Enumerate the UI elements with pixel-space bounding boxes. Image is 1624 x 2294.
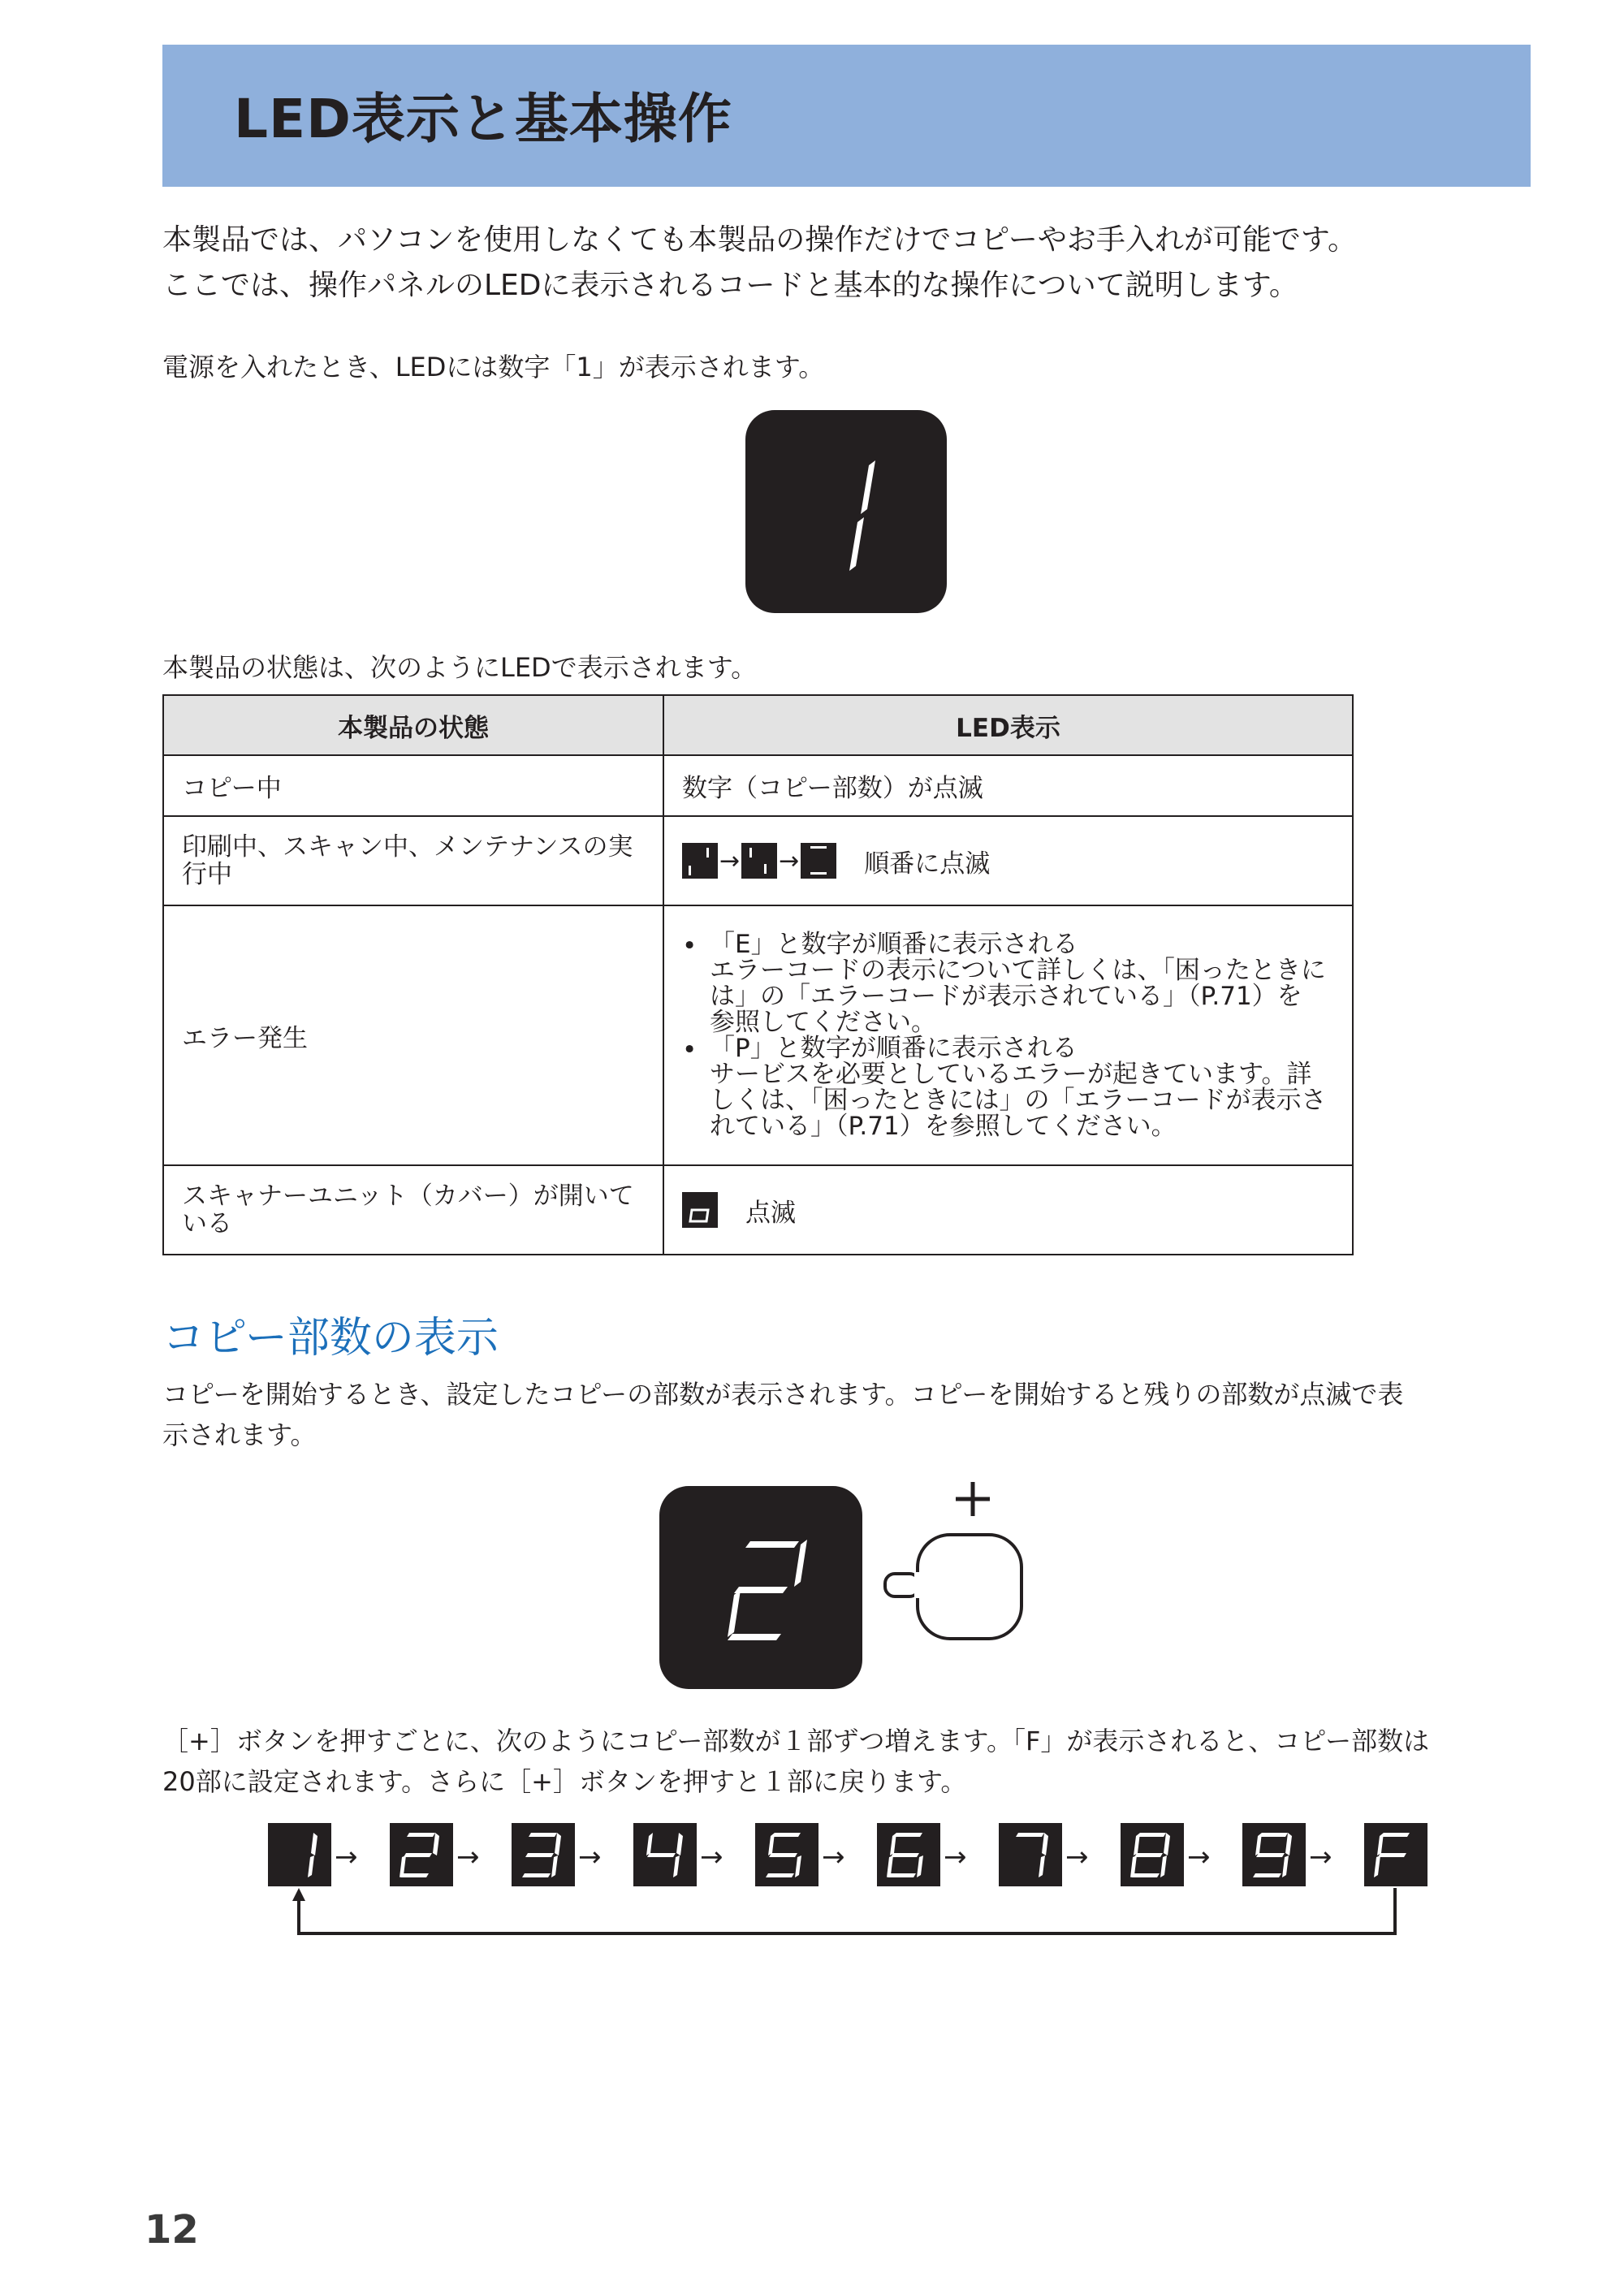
sequence-arrow: → xyxy=(456,1841,480,1873)
table-header-led: LED表示 xyxy=(663,695,1353,755)
table-row xyxy=(163,905,1353,1165)
state-cell xyxy=(163,816,663,905)
bullet-head: 「E」と数字が順番に表示される xyxy=(710,930,1078,959)
led-cell xyxy=(663,1165,1353,1255)
sequence-digit-8 xyxy=(1121,1823,1184,1886)
sequence-arrow: → xyxy=(944,1841,967,1873)
page-number: 12 xyxy=(145,2207,199,2253)
led-cell xyxy=(663,905,1353,1165)
arrow: → xyxy=(779,846,800,875)
sequence-digit-1 xyxy=(268,1823,331,1886)
sequence-digit-F xyxy=(1364,1823,1427,1886)
bullet-mark: • xyxy=(682,931,698,961)
page-title: LED表示と基本操作 xyxy=(234,88,732,150)
led-cell: 数字（コピー部数）が点滅 xyxy=(663,755,1353,816)
copies-para-2a: ［+］ボタンを押すごとに、次のようにコピー部数が１部ずつ増えます。「F」が表示されると、コピー部数は xyxy=(162,1726,1430,1756)
sequence-digit-9 xyxy=(1242,1823,1306,1886)
loop-back-arrow-icon xyxy=(284,1886,1405,1943)
table-row xyxy=(163,755,1353,816)
led-open-text: 点滅 xyxy=(745,1198,796,1228)
led-display-two xyxy=(659,1486,862,1689)
bullet-head: 「P」と数字が順番に表示される xyxy=(710,1034,1078,1063)
led-busy-frame2-icon xyxy=(741,843,777,879)
sequence-digit-7 xyxy=(999,1823,1062,1886)
copies-para-1: コピーを開始するとき、設定したコピーの部数が表示されます。コピーを開始すると残りの部数が点滅で表 xyxy=(162,1379,1404,1410)
sequence-arrow: → xyxy=(1187,1841,1211,1873)
power-on-text: 電源を入れたとき、LEDには数字「1」が表示されます。 xyxy=(162,352,825,382)
bullet-body: サービスを必要としているエラーが起きています。詳しくは、「困ったときには」の「エラーコードが表示されている」（P.71）を参照してください。 xyxy=(710,1060,1327,1141)
table-row xyxy=(163,1165,1353,1255)
sequence-digit-6 xyxy=(877,1823,940,1886)
state-text: スキャナーユニット（カバー）が開いている xyxy=(182,1182,634,1238)
copies-para-2b: 20部に設定されます。さらに［+］ボタンを押すと１部に戻ります。 xyxy=(162,1766,967,1797)
led-busy-frame1-icon xyxy=(682,843,718,879)
led-cell xyxy=(663,816,1353,905)
sequence-arrow: → xyxy=(822,1841,845,1873)
arrow: → xyxy=(719,846,741,875)
section-title-copies: コピー部数の表示 xyxy=(162,1314,499,1363)
table-header-state: 本製品の状態 xyxy=(163,695,663,755)
sequence-arrow: → xyxy=(1309,1841,1332,1873)
status-table-caption: 本製品の状態は、次のようにLEDで表示されます。 xyxy=(162,652,758,683)
led-digit-two-icon xyxy=(659,1486,862,1689)
led-busy-frame3-icon xyxy=(801,843,836,879)
led-open-cover-icon xyxy=(682,1192,718,1228)
state-cell: コピー中 xyxy=(163,755,663,816)
state-cell xyxy=(163,1165,663,1255)
status-table xyxy=(162,694,1354,1255)
sequence-digit-2 xyxy=(390,1823,453,1886)
sequence-digit-4 xyxy=(633,1823,697,1886)
table-row xyxy=(163,816,1353,905)
led-busy-text: 順番に点滅 xyxy=(864,849,991,879)
sequence-arrow: → xyxy=(578,1841,602,1873)
sequence-arrow: → xyxy=(1065,1841,1089,1873)
sequence-digit-5 xyxy=(755,1823,818,1886)
error-bullet-p xyxy=(682,1035,1334,1139)
state-text: 印刷中、スキャン中、メンテナンスの実行中 xyxy=(182,832,633,889)
bullet-body: エラーコードの表示について詳しくは、「困ったときには」の「エラーコードが表示されている」（P.71）を参照してください。 xyxy=(710,956,1326,1037)
led-digit-one-icon xyxy=(745,410,947,613)
intro-line-1: 本製品では、パソコンを使用しなくても本製品の操作だけでコピーやお手入れが可能です。 xyxy=(162,223,1357,257)
led-display-one xyxy=(745,410,947,613)
sequence-arrow: → xyxy=(335,1841,358,1873)
sequence-digit-3 xyxy=(512,1823,575,1886)
state-cell: エラー発生 xyxy=(163,905,663,1165)
intro-line-2: ここでは、操作パネルのLEDに表示されるコードと基本的な操作について説明します。 xyxy=(162,269,1298,302)
plus-button[interactable] xyxy=(877,1466,1039,1652)
copies-para-1b: 示されます。 xyxy=(162,1419,317,1450)
header-banner xyxy=(162,45,1531,187)
sequence-arrow: → xyxy=(700,1841,723,1873)
plus-button-icon xyxy=(877,1466,1039,1652)
bullet-mark: • xyxy=(682,1035,698,1065)
error-bullet-e xyxy=(682,931,1334,1035)
